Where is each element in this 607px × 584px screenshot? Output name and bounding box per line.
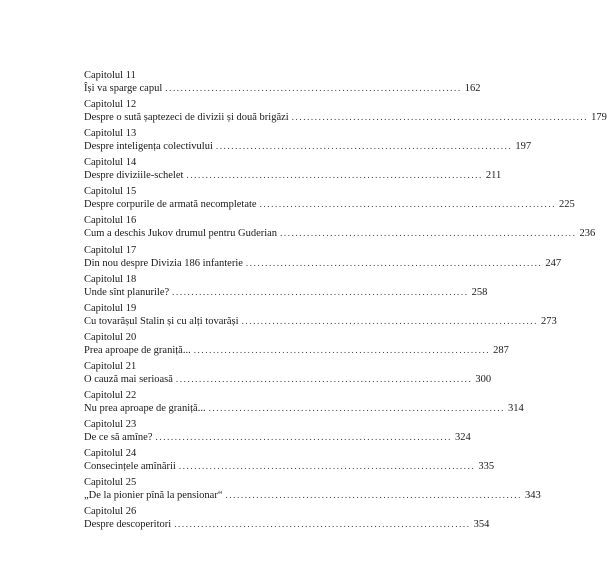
- toc-line: [84, 315, 557, 328]
- chapter-title: Cum a deschis Jukov drumul pentru Guderian: [84, 228, 280, 240]
- page-number: 236: [579, 228, 596, 240]
- toc-entry: [84, 70, 481, 99]
- dot-leader: .............................................................................: [280, 228, 577, 239]
- chapter-number: Capitolul 14: [84, 157, 137, 169]
- chapter-title: Despre inteligența colectivului: [84, 141, 216, 153]
- dot-leader: .............................................................................: [208, 403, 506, 414]
- chapter-number: Capitolul 23: [84, 419, 137, 431]
- chapter-number: Capitolul 24: [84, 448, 137, 460]
- page-number: 225: [559, 199, 575, 211]
- toc-entry: [84, 215, 596, 244]
- toc-line: [84, 140, 532, 153]
- chapter-number: Capitolul 22: [84, 390, 137, 402]
- chapter-title: Despre corpurile de armată necompletate: [84, 199, 260, 211]
- toc-entry: [84, 506, 490, 535]
- page-number: 273: [541, 315, 557, 327]
- chapter-title: Despre o sută șaptezeci de divizii și două brigăzi: [84, 112, 292, 124]
- toc-line: [84, 518, 490, 531]
- dot-leader: .............................................................................: [259, 199, 557, 210]
- chapter-title: Despre descoperitori: [84, 519, 174, 531]
- page-number: 335: [478, 461, 495, 473]
- toc-line: [84, 489, 541, 502]
- toc-line: [84, 227, 596, 240]
- page-number: 162: [464, 83, 481, 94]
- chapter-number: Capitolul 13: [84, 128, 137, 140]
- dot-leader: .............................................................................: [172, 286, 469, 297]
- chapter-number: Capitolul 25: [84, 477, 137, 489]
- toc-line: [84, 82, 481, 95]
- page-number: 258: [471, 286, 488, 298]
- dot-leader: .............................................................................: [175, 373, 473, 384]
- toc-line: [84, 402, 524, 415]
- dot-leader: .............................................................................: [186, 170, 483, 181]
- chapter-number: Capitolul 21: [84, 360, 137, 372]
- toc-line: [84, 344, 509, 357]
- toc-entry: [84, 477, 541, 506]
- chapter-number: Capitolul 18: [84, 273, 137, 285]
- toc-line: [84, 286, 488, 299]
- dot-leader: .............................................................................: [241, 315, 539, 326]
- chapter-number: Capitolul 12: [84, 99, 137, 111]
- toc-line: [84, 111, 607, 124]
- dot-leader: .............................................................................: [178, 461, 476, 472]
- page-number: 179: [591, 112, 607, 124]
- toc-line: [84, 431, 471, 444]
- toc-entry: [84, 360, 492, 390]
- toc-line: [84, 169, 502, 182]
- page-number: 197: [515, 141, 532, 153]
- toc-entry: [84, 419, 471, 448]
- dot-leader: .............................................................................: [291, 112, 589, 123]
- chapter-title: O cauză mai serioasă: [84, 374, 176, 386]
- table-of-contents: [84, 70, 607, 536]
- toc-entry: [84, 448, 495, 477]
- page-number: 314: [508, 403, 524, 415]
- toc-entry: [84, 331, 509, 361]
- toc-entry: [84, 186, 575, 215]
- chapter-number: Capitolul 16: [84, 215, 137, 227]
- chapter-number: Capitolul 17: [84, 244, 137, 256]
- dot-leader: .............................................................................: [245, 257, 543, 268]
- dot-leader: .............................................................................: [193, 344, 491, 355]
- chapter-title: Consecințele amînării: [84, 461, 179, 473]
- page-number: 287: [493, 344, 509, 356]
- toc-entry: [84, 273, 488, 303]
- chapter-title: Prea aproape de graniță...: [84, 345, 194, 357]
- chapter-title: „De la pionier pînă la pensionar“: [84, 490, 225, 502]
- chapter-title: Din nou despre Divizia 186 infanterie: [84, 258, 246, 270]
- chapter-title: Cu tovarășul Stalin și cu alți tovarăși: [84, 316, 242, 328]
- chapter-title: De ce să amîne?: [84, 432, 156, 444]
- toc-entry: [84, 128, 532, 157]
- chapter-number: Capitolul 15: [84, 186, 137, 198]
- chapter-number: Capitolul 19: [84, 302, 137, 314]
- chapter-title: Unde sînt planurile?: [84, 287, 172, 299]
- chapter-title: Nu prea aproape de graniță...: [84, 403, 209, 415]
- chapter-number: Capitolul 26: [84, 506, 137, 518]
- page-number: 300: [475, 373, 492, 385]
- toc-entry: [84, 157, 502, 186]
- page-number: 247: [545, 257, 562, 269]
- dot-leader: .............................................................................: [225, 490, 522, 501]
- toc-entry: [84, 390, 524, 419]
- toc-entry: [84, 302, 557, 332]
- page-number: 343: [524, 490, 541, 502]
- dot-leader: .............................................................................: [155, 432, 452, 443]
- toc-line: [84, 257, 562, 270]
- toc-line: [84, 460, 495, 473]
- chapter-title: Despre diviziile-schelet: [84, 170, 186, 182]
- chapter-number: Capitolul 20: [84, 331, 137, 343]
- dot-leader: .............................................................................: [174, 519, 471, 530]
- page-number: 324: [454, 432, 471, 444]
- page-number: 211: [485, 170, 502, 182]
- chapter-title: Își va sparge capul: [84, 83, 165, 95]
- dot-leader: .............................................................................: [215, 141, 513, 152]
- toc-line: [84, 373, 492, 386]
- chapter-number: Capitolul 11: [84, 70, 136, 81]
- toc-entry: [84, 99, 607, 128]
- toc-entry: [84, 244, 562, 274]
- dot-leader: .............................................................................: [165, 83, 462, 93]
- toc-line: [84, 198, 575, 211]
- page-number: 354: [473, 519, 490, 531]
